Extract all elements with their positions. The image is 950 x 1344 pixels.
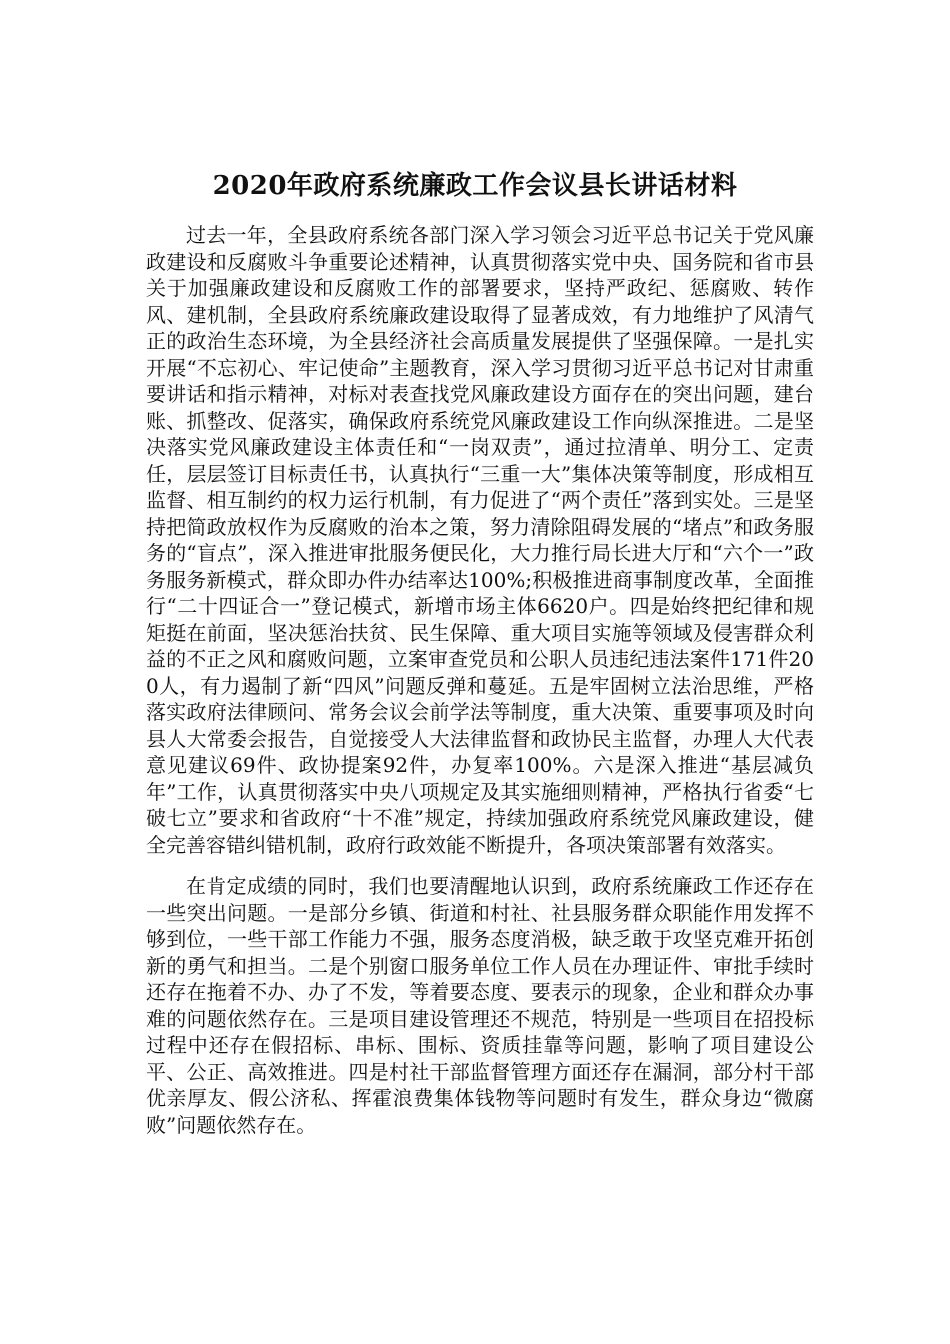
paragraph-problems: 在肯定成绩的同时，我们也要清醒地认识到，政府系统廉政工作还存在一些突出问题。一是部分乡镇、街道和村社、社县服务群众职能作用发挥不够到位，一些干部工作能力不强，服务态度消极，缺乏敢于攻坚克难开拓创新的勇气和担当。二是个别窗口服务单位工作人员在办理证件、审批手续时还存在拖着不办、办了不发，等着要态度、要表示的现象，企业和群众办事难的问题依然存在。三是项目建设管理还不规范，特别是一些项目在招投标过程中还存在假招标、串标、围标、资质挂靠等问题，影响了项目建设公平、公正、高效推进。四是村社干部监督管理方面还存在漏洞，部分村干部优亲厚友、假公济私、挥霍浪费集体钱物等问题时有发生，群众身边“微腐败”问题依然存在。 (146, 874, 814, 1137)
document-title: 2020年政府系统廉政工作会议县长讲话材料 (212, 171, 738, 201)
paragraph-achievements: 过去一年，全县政府系统各部门深入学习领会习近平总书记关于党风廉政建设和反腐败斗争重要论述精神，认真贯彻落实党中央、国务院和省市县关于加强廉政建设和反腐败工作的部署要求，坚持严政纪、惩腐败、转作风、建机制，全县政府系统廉政建设取得了显著成效，有力地维护了风清气正的政治生态环境，为全县经济社会高质量发展提供了坚强保障。一是扎实开展“不忘初心、牢记使命”主题教育，深入学习贯彻习近平总书记对甘肃重要讲话和指示精神，对标对表查找党风廉政建设方面存在的突出问题，建台账、抓整改、促落实，确保政府系统党风廉政建设工作向纵深推进。二是坚决落实党风廉政建设主体责任和“一岗双责”，通过拉清单、明分工、定责任，层层签订目标责任书，认真执行“三重一大”集体决策等制度，形成相互监督、相互制约的权力运行机制，有力促进了“两个责任”落到实处。三是坚持把简政放权作为反腐败的治本之策，努力清除阻碍发展的“堵点”和政务服务的“盲点”，深入推进审批服务便民化，大力推行局长进大厅和“六个一”政务服务新模式，群众即办件办结率达100%;积极推进商事制度改革，全面推行“二十四证合一”登记模式，新增市场主体6620户。四是始终把纪律和规矩挺在前面，坚决惩治扶贫、民生保障、重大项目实施等领域及侵害群众利益的不正之风和腐败问题，立案审查党员和公职人员违纪违法案件171件200人，有力遏制了新“四风”问题反弹和蔓延。五是牢固树立法治思维，严格落实政府法律顾问、常务会议会前学法等制度，重大决策、重要事项及时向县人大常委会报告，自觉接受人大法律监督和政协民主监督，办理人大代表意见建议69件、政协提案92件，办复率100%。六是深入推进“基层减负年”工作，认真贯彻落实中央八项规定及其实施细则精神，严格执行省委“七破七立”要求和省政府“十不准”规定，持续加强政府系统党风廉政建设，健全完善容错纠错机制，政府行政效能不断提升，各项决策部署有效落实。 (146, 223, 814, 857)
document-body (146, 222, 814, 1138)
